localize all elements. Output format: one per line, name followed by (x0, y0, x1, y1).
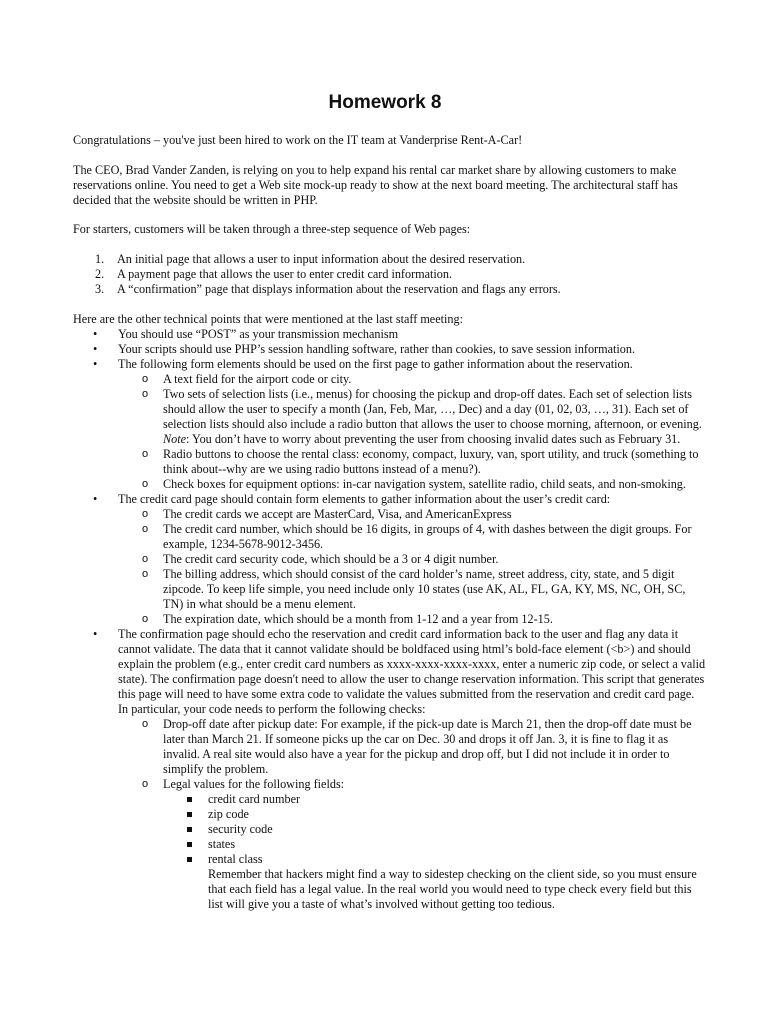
list-item-text: You should use “POST” as your transmission mechanism (118, 327, 399, 341)
list-item-text: The following form elements should be used on the first page to gather information about the reservation. (118, 357, 633, 371)
list-item-text: states (208, 837, 236, 851)
sub-bullet-icon: o (142, 508, 149, 520)
list-item (118, 612, 707, 627)
list-item (118, 372, 707, 387)
list-item-text: Check boxes for equipment options: in-car navigation system, satellite radio, child seats, and non-smoking. (163, 477, 686, 491)
list-item-text: A text field for the airport code or city. (163, 372, 352, 386)
sub-bullet-icon: o (142, 388, 149, 400)
list-item (163, 807, 707, 822)
square-bullet-icon (187, 842, 192, 847)
list-item-text: Two sets of selection lists (i.e., menus) for choosing the pickup and drop-off dates. Each set of selection lists should allow the user to specify a month (Jan, Feb, Mar, …, Dec) and a day (01, 02, 03, …, 31). Each set of selection lists should also include a radio button that allows the user to choose morning, afternoon, or evening. (163, 387, 702, 431)
bullet-icon: • (93, 492, 98, 506)
sub-bullet-icon: o (142, 553, 149, 565)
sub-bullet-icon: o (142, 613, 149, 625)
list-item-text: rental class (208, 852, 263, 866)
list-number: 2. (95, 267, 105, 281)
form-elements-sublist (118, 372, 707, 492)
list-item (118, 552, 707, 567)
confirmation-checks-sublist (118, 717, 707, 867)
starters-paragraph: For starters, customers will be taken through a three-step sequence of Web pages: (73, 222, 471, 236)
list-item (73, 267, 707, 282)
list-item-text: Legal values for the following fields: (163, 777, 345, 791)
list-item (118, 387, 707, 447)
credit-card-sublist (118, 507, 707, 627)
list-item-text: An initial page that allows a user to input information about the desired reservation. (117, 252, 526, 266)
list-item (73, 282, 707, 297)
bullet-icon: • (93, 627, 98, 641)
legal-fields-sublist (163, 792, 707, 867)
sub-bullet-icon: o (142, 568, 149, 580)
list-item-text: A “confirmation” page that displays information about the reservation and flags any errors. (117, 282, 561, 296)
list-item (118, 567, 707, 612)
intro-paragraph: Congratulations – you've just been hired to work on the IT team at Vanderprise Rent-A-Car! (73, 133, 523, 147)
bullet-icon: • (93, 342, 98, 356)
ceo-paragraph: The CEO, Brad Vander Zanden, is relying on you to help expand his rental car market share by allowing customers to make reservations online. You need to get a Web site mock-up ready to show at the next board meeting. The architectural staff has decided that the website should be written in PHP. (73, 163, 678, 207)
list-number: 3. (95, 282, 105, 296)
list-item-text: The credit card page should contain form elements to gather information about the user’s credit card: (118, 492, 611, 506)
list-item (163, 837, 707, 852)
list-item-text: Radio buttons to choose the rental class: economy, compact, luxury, van, sport utility, and truck (something to think about--why are we using radio buttons instead of a menu?). (163, 447, 699, 476)
list-item (73, 627, 707, 912)
square-bullet-icon (187, 797, 192, 802)
sub-bullet-icon: o (142, 523, 149, 535)
sub-bullet-icon: o (142, 373, 149, 385)
steps-list (73, 252, 707, 297)
list-item-text: security code (208, 822, 273, 836)
hackers-note: Remember that hackers might find a way to sidestep checking on the client side, so you must ensure that each field has a legal value. In the real world you would need to type check every field but this list will give you a taste of what’s involved without getting too tedious. (208, 867, 697, 911)
sub-bullet-icon: o (142, 448, 149, 460)
list-item-text: credit card number (208, 792, 301, 806)
list-item (163, 852, 707, 867)
list-item-text: The credit cards we accept are MasterCard, Visa, and AmericanExpress (163, 507, 512, 521)
list-item-text: The credit card security code, which should be a 3 or 4 digit number. (163, 552, 499, 566)
list-number: 1. (95, 252, 105, 266)
list-item (73, 252, 707, 267)
square-bullet-icon (187, 857, 192, 862)
list-item-text: Your scripts should use PHP’s session handling software, rather than cookies, to save session information. (118, 342, 636, 356)
list-item-text: The confirmation page should echo the reservation and credit card information back to the user and flag any data it cannot validate. The data that it cannot validate should be boldfaced using html’s bold-face element (<b>) and should explain the problem (e.g., enter credit card numbers as xxxx-xxxx-xxxx-xxxx, enter a numeric zip code, or select a valid state). The confirmation page doesn't need to allow the user to change reservation information. This script that generates this page will need to have some extra code to validate the values submitted from the reservation and credit card page. In particular, your code needs to perform the following checks: (118, 627, 706, 716)
list-item-text: The billing address, which should consist of the card holder’s name, street address, city, state, and 5 digit zipcode. To keep life simple, you need include only 10 states (use AK, AL, FL, GA, KY, MS, NC, OH, SC, TN) in what should be a menu element. (163, 567, 686, 611)
list-item (118, 717, 707, 777)
square-bullet-icon (187, 812, 192, 817)
sub-bullet-icon: o (142, 778, 149, 790)
sub-bullet-icon: o (142, 478, 149, 490)
list-item-text: The credit card number, which should be 16 digits, in groups of 4, with dashes between the digit groups. For example, 1234-5678-9012-3456. (163, 522, 692, 551)
list-item (118, 447, 707, 477)
list-item (73, 342, 707, 357)
technical-intro: Here are the other technical points that were mentioned at the last staff meeting: (73, 312, 463, 326)
technical-points-list (73, 327, 707, 912)
technical-points-section (73, 312, 707, 912)
list-item (118, 522, 707, 552)
bullet-icon: • (93, 357, 98, 371)
list-item (118, 507, 707, 522)
list-item (118, 777, 707, 867)
list-item (73, 327, 707, 342)
list-item (163, 822, 707, 837)
note-label: Note (163, 432, 187, 446)
square-bullet-icon (187, 827, 192, 832)
list-item-text: : You don’t have to worry about preventing the user from choosing invalid dates such as February 31. (186, 432, 681, 446)
page-title: Homework 8 (328, 92, 442, 113)
bullet-icon: • (93, 327, 98, 341)
list-item-text: A payment page that allows the user to enter credit card information. (117, 267, 453, 281)
list-item (118, 477, 707, 492)
list-item-text: zip code (208, 807, 249, 821)
list-item (73, 492, 707, 627)
sub-bullet-icon: o (142, 718, 149, 730)
list-item (163, 792, 707, 807)
list-item (73, 357, 707, 492)
list-item-text: The expiration date, which should be a month from 1-12 and a year from 12-15. (163, 612, 553, 626)
list-item-text: Drop-off date after pickup date: For example, if the pick-up date is March 21, then the drop-off date must be later than March 21. If someone picks up the car on Dec. 30 and drops it off Jan. 3, it is fine to flag it as invalid. A real site would also have a year for the pickup and drop off, but I did not include it in order to simplify the problem. (163, 717, 692, 776)
